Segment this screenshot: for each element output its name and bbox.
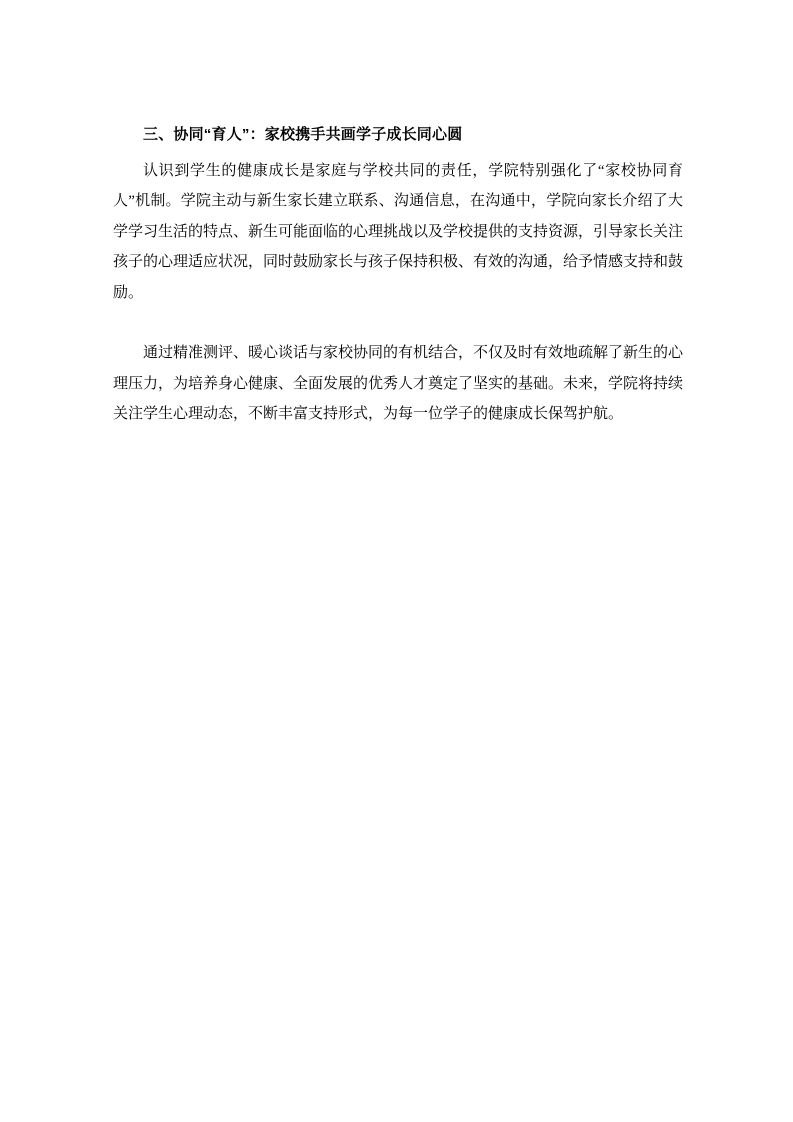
paragraph-2: 通过精准测评、暖心谈话与家校协同的有机结合，不仅及时有效地疏解了新生的心理压力，为培养身心健康、全面发展的优秀人才奠定了坚实的基础。未来，学院将持续关注学生心理动态，不断丰富支持形式，为每一位学子的健康成长保驾护航。 [113, 345, 684, 423]
document-body [113, 120, 683, 430]
paragraph-1: 认识到学生的健康成长是家庭与学校共同的责任，学院特别强化了“家校协同育人”机制。学院主动与新生家长建立联系、沟通信息，在沟通中，学院向家长介绍了大学学习生活的特点、新生可能面临的心理挑战以及学校提供的支持资源，引导家长关注孩子的心理适应状况，同时鼓励家长与孩子保持积极、有效的沟通，给予情感支持和鼓励。 [113, 163, 684, 301]
section-heading: 三、协同“育人”：家校携手共画学子成长同心圆 [143, 126, 463, 143]
